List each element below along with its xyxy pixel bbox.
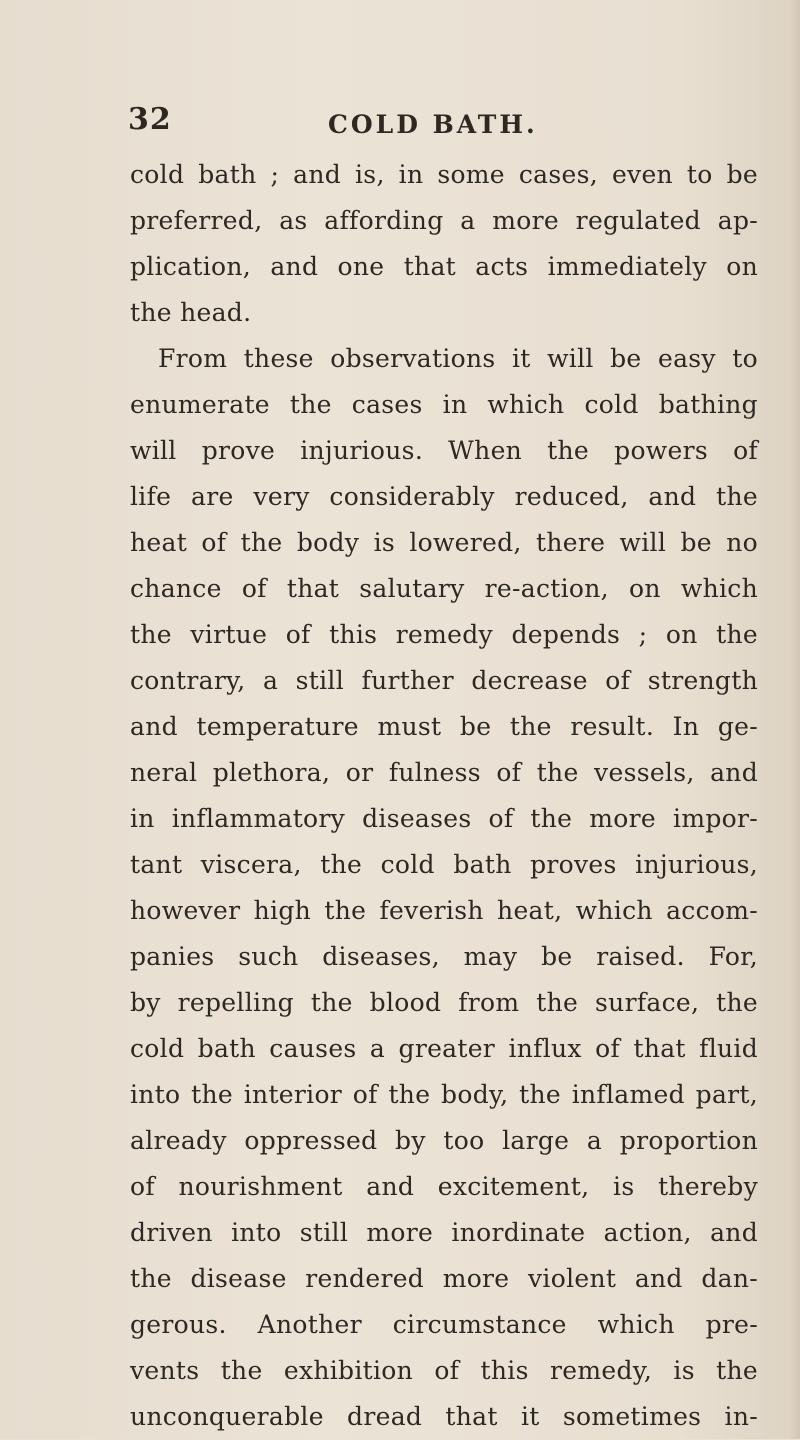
text-line: heat of the body is lowered, there will be no [130,528,758,557]
text-line: will prove injurious. When the powers of [130,436,758,465]
text-line: by repelling the blood from the surface, the [130,988,758,1017]
text-line: cold bath causes a greater influx of that fluid [130,1034,758,1063]
text-line: into the interior of the body, the inflamed part, [130,1080,758,1109]
page-number: 32 [128,102,172,137]
text-line: already oppressed by too large a proportion [130,1126,758,1155]
text-line: the head. [130,298,252,327]
text-line: neral plethora, or fulness of the vessels, and [130,758,758,787]
text-line: plication, and one that acts immediately on [130,252,758,281]
text-line: the virtue of this remedy depends ; on the [130,620,758,649]
text-line: unconquerable dread that it sometimes in- [130,1402,758,1431]
text-line: tant viscera, the cold bath proves injurious, [130,850,758,879]
text-line: of nourishment and excitement, is thereby [130,1172,758,1201]
page-edge [790,0,800,1439]
text-line: gerous. Another circumstance which pre- [130,1310,758,1339]
text-line: driven into still more inordinate action, and [130,1218,758,1247]
text-line: and temperature must be the result. In ge- [130,712,758,741]
page-header [128,102,748,152]
text-line: cold bath ; and is, in some cases, even to be [130,160,758,189]
text-line: vents the exhibition of this remedy, is the [130,1356,758,1385]
text-line: contrary, a still further decrease of strength [130,666,758,695]
text-line: life are very considerably reduced, and the [130,482,758,511]
text-line: however high the feverish heat, which accom- [130,896,758,925]
text-line: the disease rendered more violent and dan- [130,1264,758,1293]
text-line: chance of that salutary re-action, on which [130,574,758,603]
text-line: preferred, as affording a more regulated ap- [130,206,758,235]
running-head: COLD BATH. [328,110,538,139]
body-text [130,152,758,1440]
text-line: panies such diseases, may be raised. For, [130,942,758,971]
paragraph-start-line: From these observations it will be easy to [158,344,758,373]
text-line: enumerate the cases in which cold bathing [130,390,758,419]
text-line: in inflammatory diseases of the more impor- [130,804,758,833]
